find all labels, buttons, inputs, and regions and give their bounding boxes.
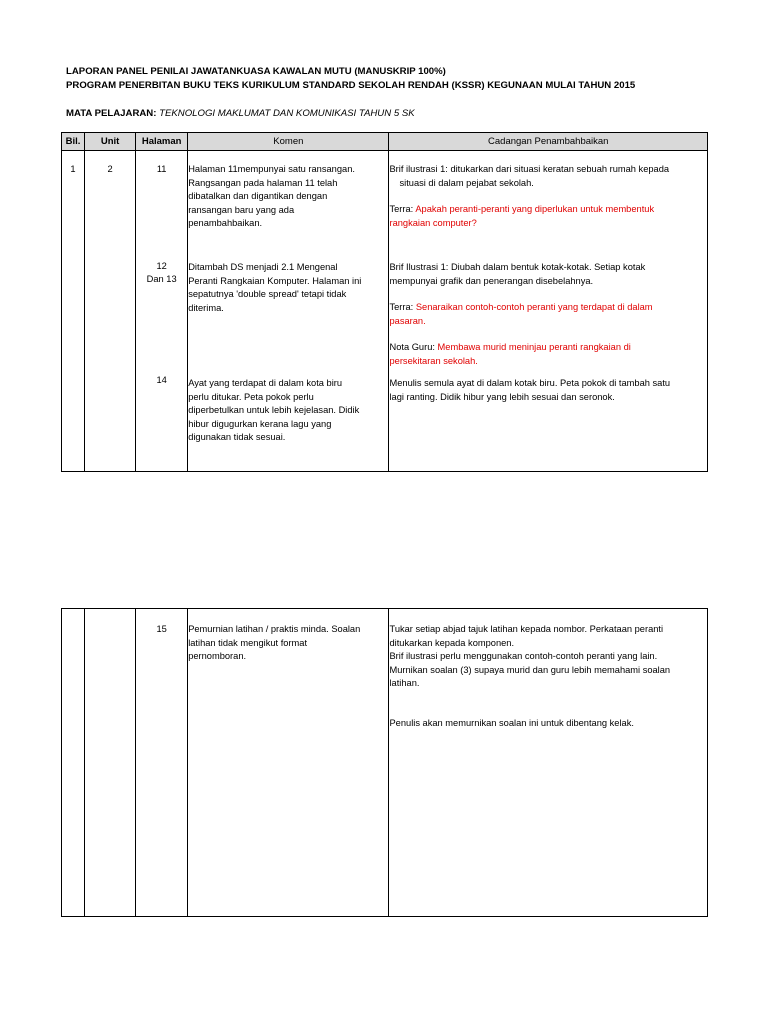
cell-bil — [62, 609, 85, 917]
table-row — [62, 151, 708, 472]
text-line: Brif ilustrasi 1: ditukarkan dari situasi keratan sebuah rumah kepada — [389, 164, 670, 174]
report-title-line1: LAPORAN PANEL PENILAI JAWATANKUASA KAWALAN MUTU (MANUSKRIP 100%) — [66, 66, 446, 77]
text-line: perlu ditukar. Peta pokok perlu — [188, 391, 314, 402]
cell-halaman — [136, 609, 188, 917]
col-header-unit: Unit — [85, 133, 136, 151]
text-line: situasi di dalam pejabat sekolah. — [399, 177, 534, 188]
text-line: Rangsangan pada halaman 11 telah — [188, 177, 338, 188]
text-line: Ayat yang terdapat di dalam kota biru — [188, 378, 343, 388]
komen-entry-12 — [188, 261, 388, 377]
text-line: pasaran. — [389, 315, 426, 326]
text-line: mempunyai grafik dan penerangan disebelahnya. — [389, 275, 594, 286]
text-line: digunakan tidak sesuai. — [188, 432, 286, 442]
text-line: diperbetulkan untuk lebih kejelasan. Didik — [188, 405, 360, 415]
review-table-page2 — [61, 608, 708, 917]
col-header-halaman: Halaman — [136, 133, 188, 151]
terra-label: Terra: — [389, 204, 416, 214]
komen-entry-15 — [188, 609, 388, 664]
text-line: sepatutnya 'double spread' tetapi tidak — [188, 289, 347, 299]
text-line: penambahbaikan. — [188, 218, 263, 228]
text-line: latihan tidak mengikut format — [188, 637, 308, 648]
halaman-11: 11 — [156, 164, 167, 174]
text-line: Ditambah DS menjadi 2.1 Mengenal — [188, 262, 338, 272]
table-row — [62, 609, 708, 917]
text-line: latihan. — [389, 678, 420, 688]
text-line: Pemurnian latihan / praktis minda. Soalan — [188, 624, 361, 634]
col-header-bil: Bil. — [62, 133, 85, 151]
cell-komen — [188, 151, 389, 472]
text-line: dibatalkan dan digantikan dengan — [188, 191, 328, 201]
text-line: lagi ranting. Didik hibur yang lebih sesuai dan seronok. — [389, 391, 615, 402]
cell-komen — [188, 609, 389, 917]
text-line: Brif ilustrasi perlu menggunakan contoh-contoh peranti yang lain. — [389, 651, 658, 661]
text-line: Peranti Rangkaian Komputer. Halaman ini — [188, 275, 362, 286]
col-header-komen: Komen — [188, 133, 389, 151]
cell-unit — [85, 609, 136, 917]
text-line: hibur digugurkan kerana lagu yang — [188, 418, 332, 429]
subject-label: MATA PELAJARAN: — [66, 108, 157, 119]
terra-label: Terra: — [389, 302, 416, 312]
cell-unit — [85, 151, 136, 472]
nota-guru-text: Membawa murid meninjau peranti rangkaian di — [437, 342, 631, 352]
writer-note: Penulis akan memurnikan soalan ini untuk dibentang kelak. — [389, 717, 634, 728]
text-line: pernomboran. — [188, 651, 247, 661]
cell-cadangan — [389, 151, 708, 472]
subject-line — [66, 108, 415, 119]
text-line: Halaman 11mempunyai satu ransangan. — [188, 164, 355, 174]
review-table-page1 — [61, 132, 708, 472]
terra-line — [389, 301, 707, 315]
text-line: Menulis semula ayat di dalam kotak biru. Peta pokok di tambah satu — [389, 378, 671, 388]
text-line: Brif Ilustrasi 1: Diubah dalam bentuk kotak-kotak. Setiap kotak — [389, 262, 646, 272]
cadangan-entry-15 — [389, 609, 707, 730]
text-line: ditukarkan kepada komponen. — [389, 637, 515, 648]
cell-cadangan — [389, 609, 708, 917]
komen-entry-11 — [188, 151, 388, 261]
col-header-cadangan: Cadangan Penambahbaikan — [389, 133, 708, 151]
text-line: Tukar setiap abjad tajuk latihan kepada nombor. Perkataan peranti — [389, 624, 664, 634]
halaman-dan13: Dan 13 — [146, 274, 177, 284]
bil-value: 1 — [70, 164, 76, 174]
nota-guru-label: Nota Guru: — [389, 342, 438, 352]
text-line: rangkaian computer? — [389, 217, 477, 228]
halaman-12: 12 — [156, 260, 167, 271]
cadangan-entry-12 — [389, 261, 707, 377]
unit-value: 2 — [107, 164, 113, 174]
cell-halaman — [136, 151, 188, 472]
terra-question: Senaraikan contoh-contoh peranti yang terdapat di dalam — [415, 302, 653, 312]
cell-bil — [62, 151, 85, 472]
subject-value: TEKNOLOGI MAKLUMAT DAN KOMUNIKASI TAHUN 5 SK — [159, 108, 415, 119]
nota-guru-line — [389, 341, 707, 355]
halaman-14: 14 — [156, 374, 167, 385]
terra-line — [389, 203, 707, 217]
halaman-15: 15 — [156, 624, 167, 634]
table-header-row — [62, 133, 708, 151]
report-title-line2: PROGRAM PENERBITAN BUKU TEKS KURIKULUM STANDARD SEKOLAH RENDAH (KSSR) KEGUNAAN MULAI TAHUN 2015 — [66, 80, 636, 91]
text-line: Murnikan soalan (3) supaya murid dan guru lebih memahami soalan — [389, 664, 671, 675]
cadangan-entry-11 — [389, 151, 707, 261]
text-line: ransangan baru yang ada — [188, 204, 295, 215]
komen-entry-14 — [188, 377, 388, 445]
text-line: diterima. — [188, 302, 224, 313]
text-line: persekitaran sekolah. — [389, 355, 478, 366]
cadangan-entry-14 — [389, 377, 707, 404]
terra-question: Apakah peranti-peranti yang diperlukan untuk membentuk — [415, 204, 655, 214]
